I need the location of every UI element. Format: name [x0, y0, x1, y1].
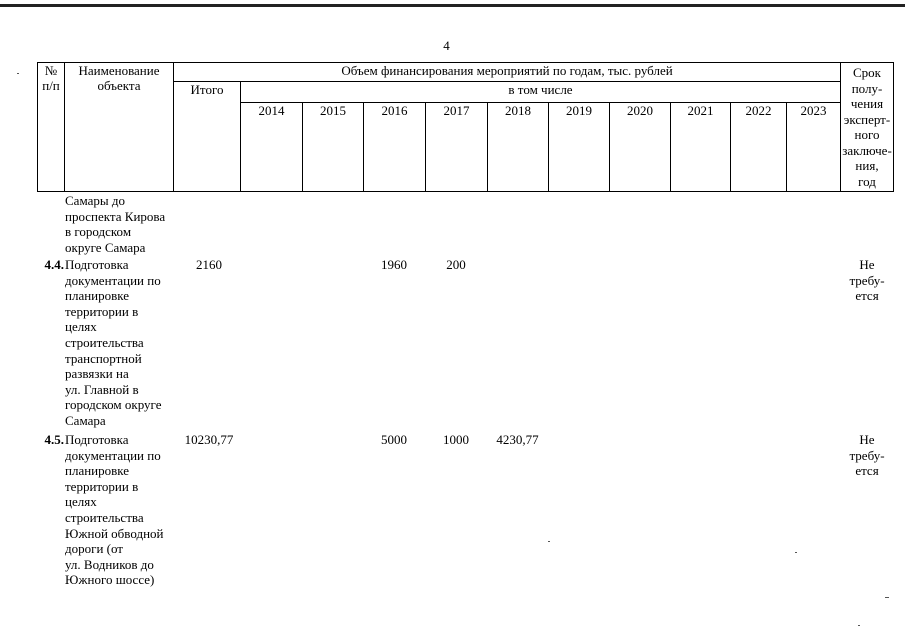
header-year-2020: 2020: [609, 102, 671, 192]
object-name: Подготовка документации по планировке территории в целях строительства Южной обводной дороги (от ул. Водников до Южного шоссе): [65, 432, 164, 588]
scan-speck: [885, 597, 889, 598]
total-value: 10230,77: [184, 432, 234, 447]
header-year-2015: 2015: [302, 102, 364, 192]
header-year-2017: 2017: [425, 102, 488, 192]
header-term: Срок полу- чения эксперт- ного заключе- ния, год: [840, 62, 894, 192]
value-2017: 200: [446, 257, 466, 272]
table-header: [37, 62, 894, 192]
header-year-2014: 2014: [240, 102, 303, 192]
value-2018: 4230,77: [496, 432, 539, 447]
header-volume: Объем финансирования мероприятий по годам, тыс. рублей: [173, 62, 841, 82]
scan-speck: [17, 73, 19, 74]
header-including: в том числе: [240, 81, 841, 103]
header-num: № п/п: [37, 62, 65, 192]
expertise-term: Не требу- ется: [849, 257, 885, 304]
row-number: 4.4.: [44, 257, 64, 272]
scan-speck: [548, 541, 550, 542]
header-year-2023: 2023: [786, 102, 841, 192]
value-2016: 1960: [381, 257, 407, 272]
header-year-2022: 2022: [730, 102, 787, 192]
expertise-term: Не требу- ется: [849, 432, 885, 479]
scan-speck: [858, 625, 860, 626]
header-year-2021: 2021: [670, 102, 731, 192]
row-number: 4.5.: [44, 432, 64, 447]
header-year-2019: 2019: [548, 102, 610, 192]
object-name: Подготовка документации по планировке территории в целях строительства транспортной развязки на ул. Главной в городском округе Самара: [65, 257, 162, 428]
scan-top-border: [0, 4, 905, 7]
scan-speck: [795, 552, 797, 553]
header-year-2016: 2016: [363, 102, 426, 192]
value-2016: 5000: [381, 432, 407, 447]
header-total: Итого: [173, 81, 241, 192]
header-year-2018: 2018: [487, 102, 549, 192]
object-name: Самары до проспекта Кирова в городском округе Самара: [65, 193, 166, 255]
page-number: 4: [443, 38, 450, 53]
header-name: Наименование объекта: [64, 62, 174, 192]
value-2017: 1000: [443, 432, 469, 447]
total-value: 2160: [196, 257, 222, 272]
